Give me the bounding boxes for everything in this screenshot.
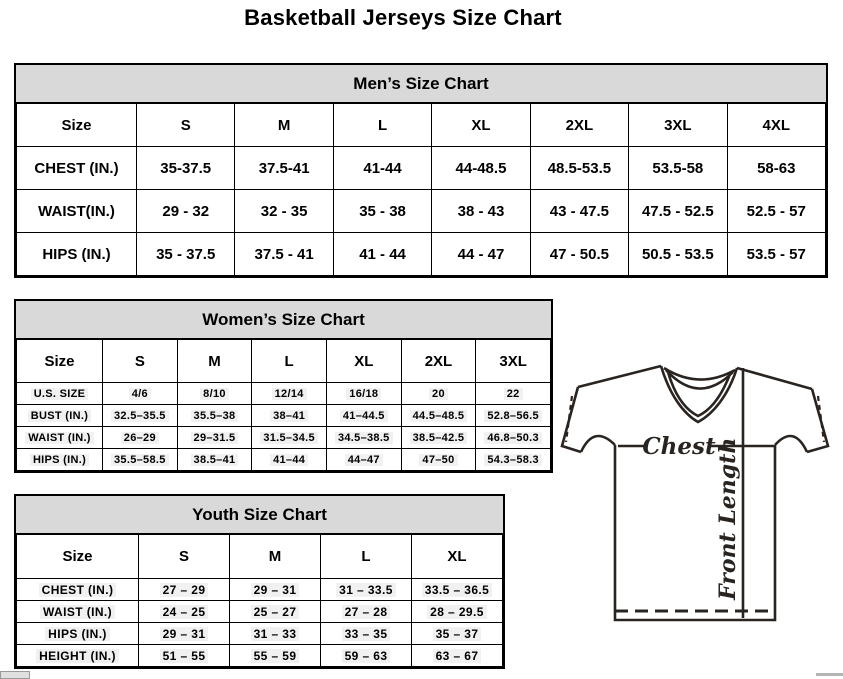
size-value-cell: 44–47 xyxy=(326,449,401,471)
womens-table-title: Women’s Size Chart xyxy=(16,301,551,339)
size-column-header: XL xyxy=(412,535,503,579)
size-value-cell: 53.5-58 xyxy=(629,147,727,190)
size-label-header: Size xyxy=(17,104,137,147)
measurement-label: WAIST (IN.) xyxy=(17,601,139,623)
youth-table xyxy=(16,534,503,667)
measurement-label: HEIGHT (IN.) xyxy=(17,645,139,667)
size-column-header: M xyxy=(230,535,321,579)
size-value-cell: 35.5–58.5 xyxy=(103,449,178,471)
size-value-cell: 8/10 xyxy=(177,383,252,405)
measurement-label: HIPS (IN.) xyxy=(17,233,137,276)
womens-size-chart xyxy=(14,299,553,473)
size-column-header: L xyxy=(333,104,431,147)
size-header-row xyxy=(17,340,551,383)
size-value-cell: 41-44 xyxy=(333,147,431,190)
size-value-cell: 38.5–41 xyxy=(177,449,252,471)
scrollbar-fragment xyxy=(816,673,843,676)
measurement-row xyxy=(17,645,503,667)
measurement-row xyxy=(17,427,551,449)
size-value-cell: 22 xyxy=(476,383,551,405)
measurement-row xyxy=(17,601,503,623)
measurement-label: HIPS (IN.) xyxy=(17,623,139,645)
page-title: Basketball Jerseys Size Chart xyxy=(244,5,562,30)
measurement-label: CHEST (IN.) xyxy=(17,579,139,601)
measurement-label: U.S. SIZE xyxy=(17,383,103,405)
size-value-cell: 44-48.5 xyxy=(432,147,530,190)
size-value-cell: 38 - 43 xyxy=(432,190,530,233)
measurement-row xyxy=(17,405,551,427)
size-column-header: 3XL xyxy=(476,340,551,383)
size-header-row xyxy=(17,104,826,147)
measurement-row xyxy=(17,147,826,190)
jersey-outline xyxy=(578,366,661,387)
size-label-header: Size xyxy=(17,535,139,579)
size-value-cell: 24 – 25 xyxy=(139,601,230,623)
measurement-row xyxy=(17,579,503,601)
size-value-cell: 59 – 63 xyxy=(321,645,412,667)
mens-table-title: Men’s Size Chart xyxy=(16,65,826,103)
size-value-cell: 43 - 47.5 xyxy=(530,190,628,233)
jersey-outline xyxy=(581,436,615,452)
jersey-outline xyxy=(737,368,812,389)
size-value-cell: 29 – 31 xyxy=(230,579,321,601)
size-column-header: S xyxy=(139,535,230,579)
size-column-header: 2XL xyxy=(401,340,476,383)
size-column-header: M xyxy=(235,104,333,147)
size-value-cell: 25 – 27 xyxy=(230,601,321,623)
youth-table-title: Youth Size Chart xyxy=(16,496,503,534)
front-length-label: Front Length xyxy=(715,437,741,600)
size-column-header: M xyxy=(177,340,252,383)
size-value-cell: 47 - 50.5 xyxy=(530,233,628,276)
size-value-cell: 29 - 32 xyxy=(137,190,235,233)
size-value-cell: 32 - 35 xyxy=(235,190,333,233)
size-column-header: L xyxy=(252,340,327,383)
youth-size-chart xyxy=(14,494,505,669)
size-value-cell: 32.5–35.5 xyxy=(103,405,178,427)
size-label-header: Size xyxy=(17,340,103,383)
size-value-cell: 52.5 - 57 xyxy=(727,190,825,233)
jersey-outline xyxy=(775,436,807,452)
size-value-cell: 31.5–34.5 xyxy=(252,427,327,449)
mens-table xyxy=(16,103,826,276)
size-value-cell: 54.3–58.3 xyxy=(476,449,551,471)
measurement-label: CHEST (IN.) xyxy=(17,147,137,190)
size-value-cell: 4/6 xyxy=(103,383,178,405)
size-value-cell: 37.5 - 41 xyxy=(235,233,333,276)
measurement-row xyxy=(17,233,826,276)
size-value-cell: 37.5-41 xyxy=(235,147,333,190)
size-value-cell: 12/14 xyxy=(252,383,327,405)
size-column-header: XL xyxy=(326,340,401,383)
size-value-cell: 35 - 38 xyxy=(333,190,431,233)
size-value-cell: 35-37.5 xyxy=(137,147,235,190)
measurement-label: WAIST (IN.) xyxy=(17,427,103,449)
size-value-cell: 46.8–50.3 xyxy=(476,427,551,449)
size-value-cell: 38.5–42.5 xyxy=(401,427,476,449)
size-value-cell: 38–41 xyxy=(252,405,327,427)
size-value-cell: 41 - 44 xyxy=(333,233,431,276)
measurement-row xyxy=(17,449,551,471)
size-value-cell: 27 – 29 xyxy=(139,579,230,601)
measurement-row xyxy=(17,383,551,405)
size-value-cell: 50.5 - 53.5 xyxy=(629,233,727,276)
size-value-cell: 33.5 – 36.5 xyxy=(412,579,503,601)
size-value-cell: 35 - 37.5 xyxy=(137,233,235,276)
size-value-cell: 16/18 xyxy=(326,383,401,405)
size-value-cell: 51 – 55 xyxy=(139,645,230,667)
size-value-cell: 58-63 xyxy=(727,147,825,190)
size-value-cell: 31 – 33.5 xyxy=(321,579,412,601)
size-column-header: S xyxy=(137,104,235,147)
size-value-cell: 41–44 xyxy=(252,449,327,471)
measurement-label: WAIST(IN.) xyxy=(17,190,137,233)
measurement-row xyxy=(17,623,503,645)
size-value-cell: 53.5 - 57 xyxy=(727,233,825,276)
size-value-cell: 27 – 28 xyxy=(321,601,412,623)
size-value-cell: 28 – 29.5 xyxy=(412,601,503,623)
size-value-cell: 29–31.5 xyxy=(177,427,252,449)
size-value-cell: 41–44.5 xyxy=(326,405,401,427)
size-column-header: L xyxy=(321,535,412,579)
measurement-label: HIPS (IN.) xyxy=(17,449,103,471)
size-value-cell: 35 – 37 xyxy=(412,623,503,645)
size-value-cell: 34.5–38.5 xyxy=(326,427,401,449)
size-value-cell: 26–29 xyxy=(103,427,178,449)
size-value-cell: 47–50 xyxy=(401,449,476,471)
chest-label: Chest xyxy=(642,433,716,460)
mens-size-chart xyxy=(14,63,828,278)
size-value-cell: 20 xyxy=(401,383,476,405)
womens-table xyxy=(16,339,551,471)
measurement-row xyxy=(17,190,826,233)
size-value-cell: 29 – 31 xyxy=(139,623,230,645)
size-value-cell: 35.5–38 xyxy=(177,405,252,427)
size-header-row xyxy=(17,535,503,579)
size-value-cell: 47.5 - 52.5 xyxy=(629,190,727,233)
jersey-outline xyxy=(615,445,775,620)
size-column-header: 3XL xyxy=(629,104,727,147)
size-value-cell: 44.5–48.5 xyxy=(401,405,476,427)
size-value-cell: 52.8–56.5 xyxy=(476,405,551,427)
size-value-cell: 33 – 35 xyxy=(321,623,412,645)
size-value-cell: 63 – 67 xyxy=(412,645,503,667)
scrollbar-fragment xyxy=(0,671,30,679)
size-column-header: XL xyxy=(432,104,530,147)
size-value-cell: 48.5-53.5 xyxy=(530,147,628,190)
size-column-header: 4XL xyxy=(727,104,825,147)
measurement-label: BUST (IN.) xyxy=(17,405,103,427)
size-value-cell: 44 - 47 xyxy=(432,233,530,276)
size-column-header: S xyxy=(103,340,178,383)
size-value-cell: 55 – 59 xyxy=(230,645,321,667)
jersey-diagram xyxy=(558,360,832,626)
size-value-cell: 31 – 33 xyxy=(230,623,321,645)
size-column-header: 2XL xyxy=(530,104,628,147)
